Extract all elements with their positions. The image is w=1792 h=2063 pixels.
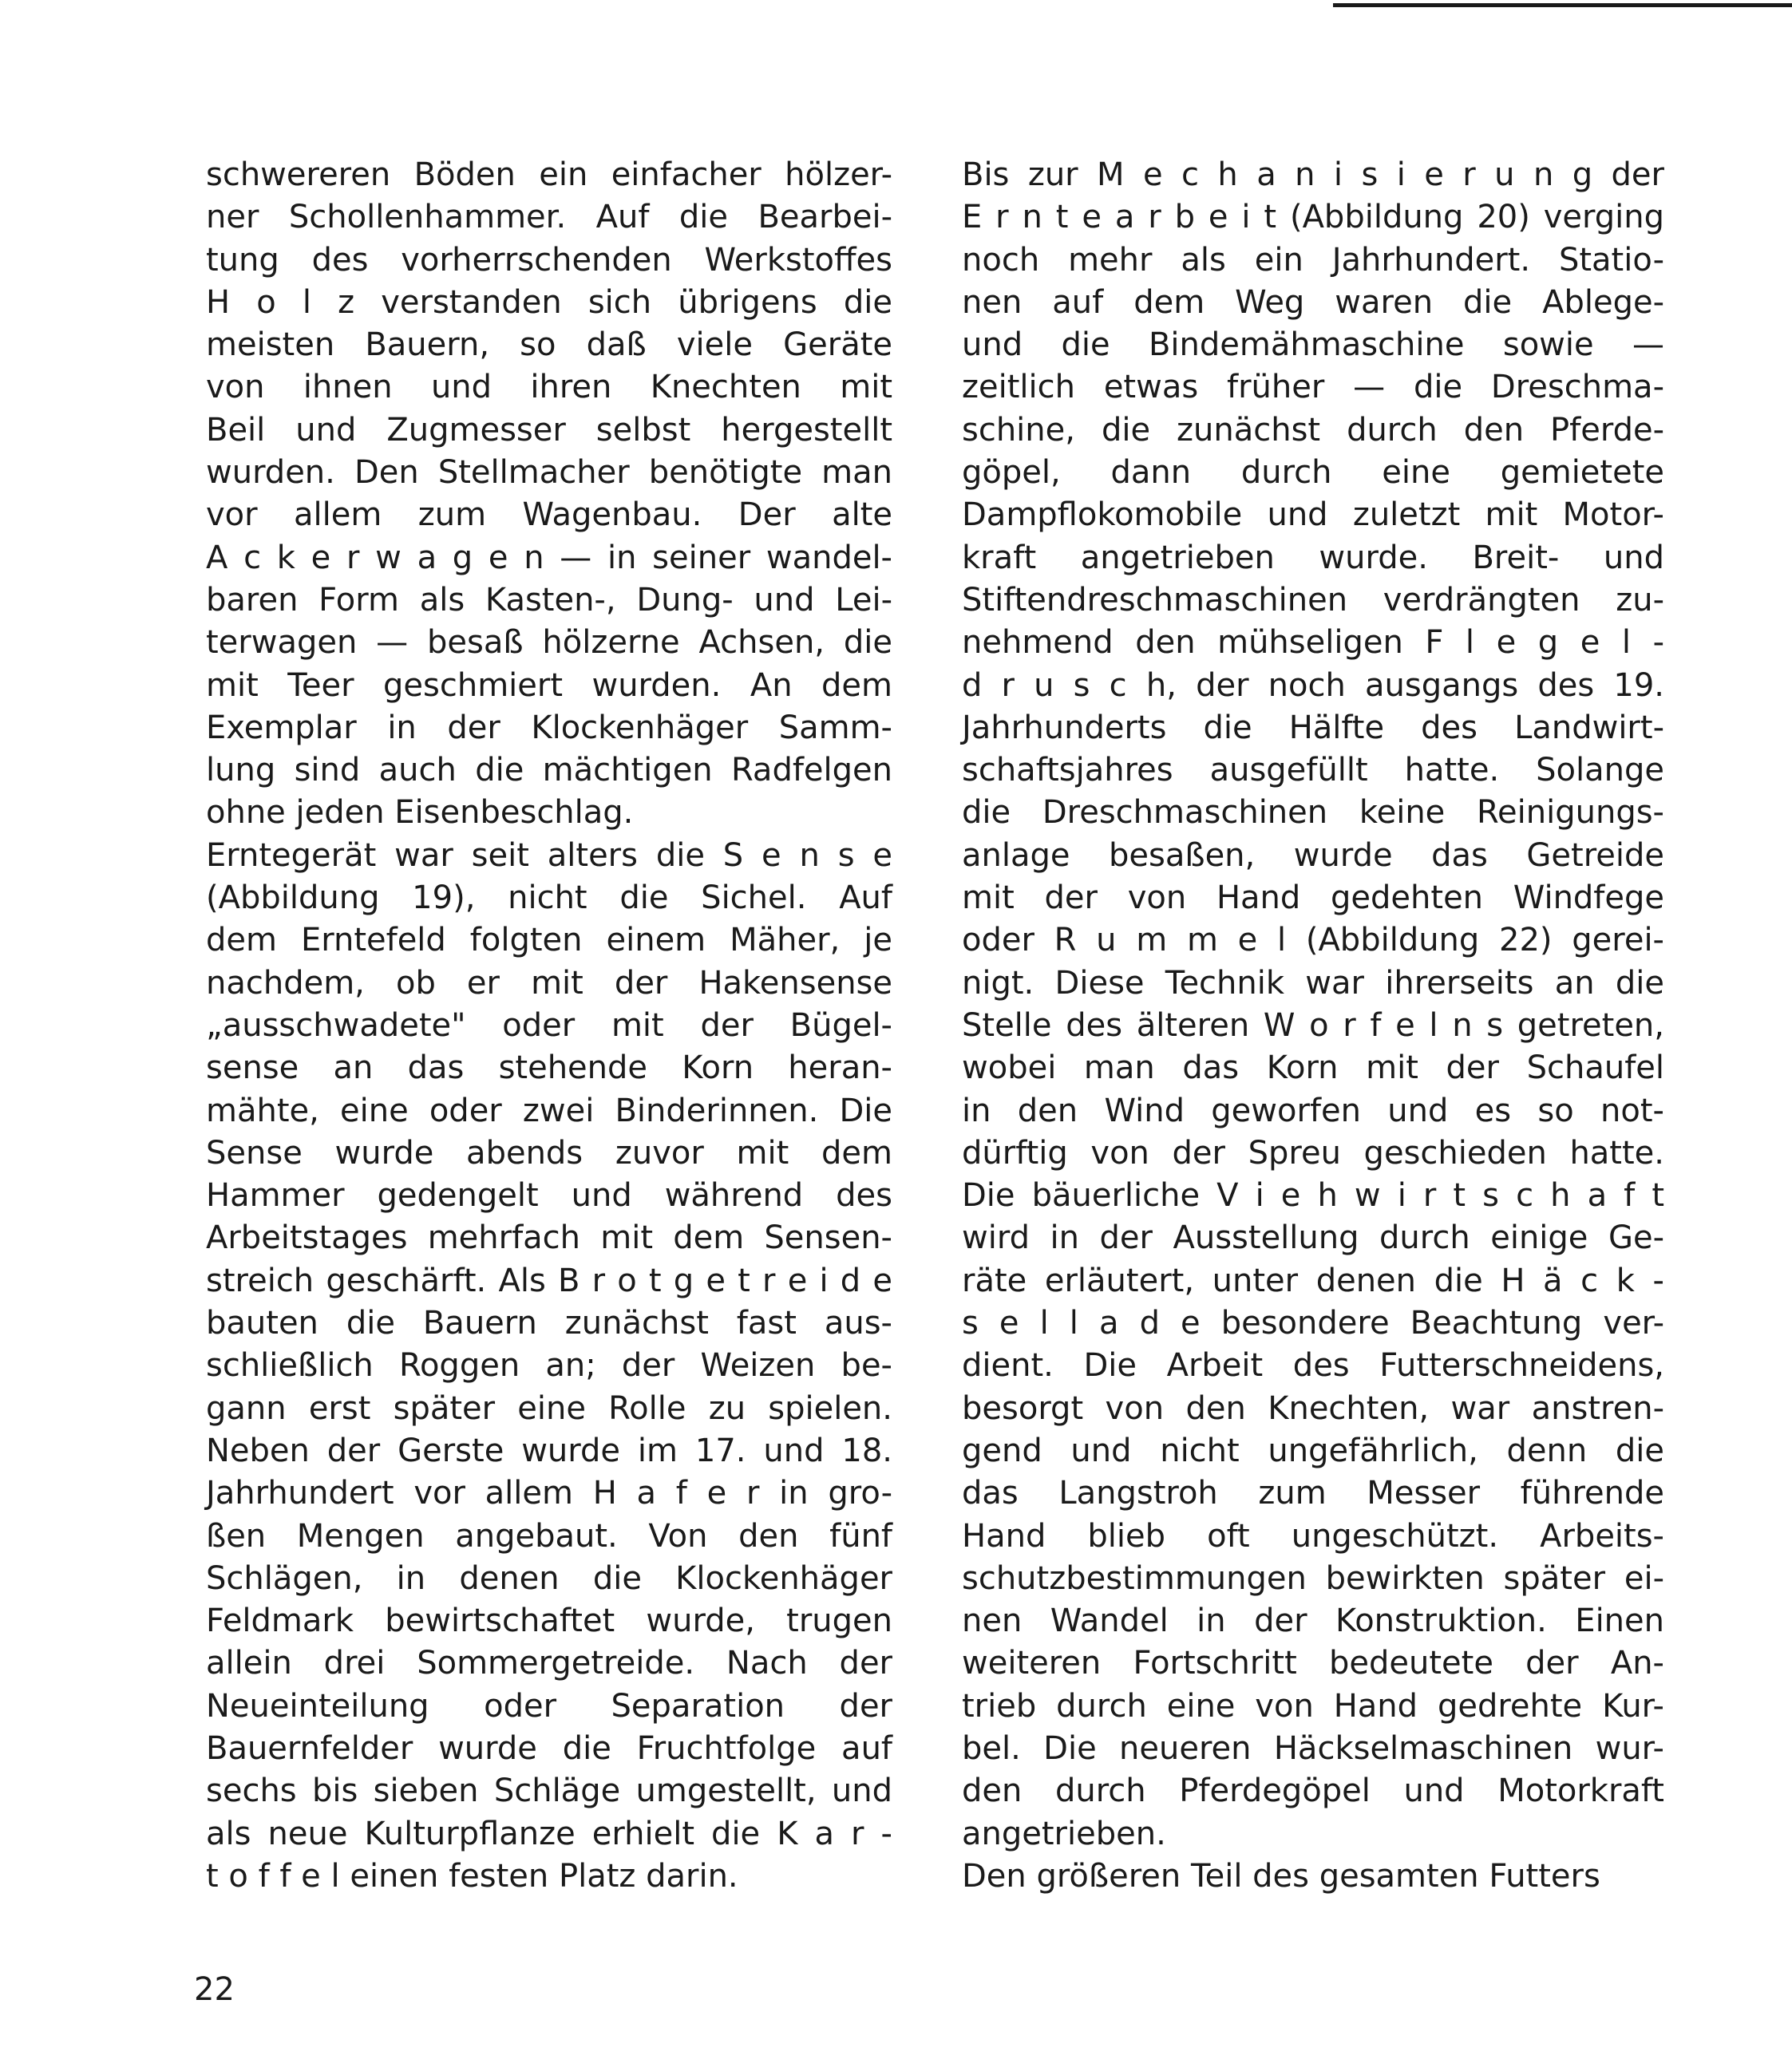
text-line: Neben der Gerste wurde im 17. und 18. bbox=[206, 1432, 892, 1469]
text-line: sense an das stehende Korn heran- bbox=[206, 1049, 892, 1087]
text-line: das Langstroh zum Messer führende bbox=[962, 1475, 1664, 1512]
text-line: Stelle des älteren W o r f e l n s getreten, bbox=[962, 1006, 1664, 1044]
text-line: in den Wind geworfen und es so not- bbox=[962, 1092, 1664, 1129]
text-line: lung sind auch die mächtigen Radfelgen bbox=[206, 752, 892, 789]
text-line: bauten die Bauern zunächst fast aus- bbox=[206, 1305, 892, 1342]
text-line: Sense wurde abends zuvor mit dem bbox=[206, 1134, 892, 1172]
page-number: 22 bbox=[194, 1971, 235, 2008]
text-line: baren Form als Kasten-, Dung- und Lei- bbox=[206, 581, 892, 619]
text-line: meisten Bauern, so daß viele Geräte bbox=[206, 326, 892, 364]
text-line: ßen Mengen angebaut. Von den fünf bbox=[206, 1517, 892, 1555]
text-line: nachdem, ob er mit der Hakensense bbox=[206, 964, 892, 1002]
text-line: und die Bindemähmaschine sowie — bbox=[962, 326, 1664, 364]
text-line: nehmend den mühseligen F l e g e l - bbox=[962, 624, 1664, 662]
text-line: schwereren Böden ein einfacher hölzer- bbox=[206, 156, 892, 193]
text-line: Hammer gedengelt und während des bbox=[206, 1177, 892, 1215]
text-line: mit Teer geschmiert wurden. An dem bbox=[206, 666, 892, 704]
text-line: schine, die zunächst durch den Pferde- bbox=[962, 411, 1664, 449]
text-line: Bauernfelder wurde die Fruchtfolge auf bbox=[206, 1729, 892, 1767]
text-line: s e l l a d e besondere Beachtung ver- bbox=[962, 1305, 1664, 1342]
text-line: Bis zur M e c h a n i s i e r u n g der bbox=[962, 156, 1664, 193]
text-line: gann erst später eine Rolle zu spielen. bbox=[206, 1389, 892, 1427]
text-line: A c k e r w a g e n — in seiner wandel- bbox=[206, 539, 892, 576]
text-line: Exemplar in der Klockenhäger Samm- bbox=[206, 709, 892, 746]
text-line: sechs bis sieben Schläge umgestellt, und bbox=[206, 1773, 892, 1810]
text-line: t o f f e l einen festen Platz darin. bbox=[206, 1857, 738, 1895]
text-line: schaftsjahres ausgefüllt hatte. Solange bbox=[962, 752, 1664, 789]
text-line: den durch Pferdegöpel und Motorkraft bbox=[962, 1773, 1664, 1810]
text-line: göpel, dann durch eine gemietete bbox=[962, 454, 1664, 492]
text-line: E r n t e a r b e i t (Abbildung 20) verging bbox=[962, 199, 1664, 236]
text-line: wurden. Den Stellmacher benötigte man bbox=[206, 454, 892, 492]
text-line: noch mehr als ein Jahrhundert. Statio- bbox=[962, 241, 1664, 279]
text-line: Die bäuerliche V i e h w i r t s c h a f t bbox=[962, 1177, 1664, 1215]
text-line: mähte, eine oder zwei Binderinnen. Die bbox=[206, 1092, 892, 1129]
top-rule bbox=[1333, 3, 1792, 7]
text-line: wird in der Ausstellung durch einige Ge- bbox=[962, 1219, 1664, 1257]
text-line: wobei man das Korn mit der Schaufel bbox=[962, 1049, 1664, 1087]
text-line: dem Erntefeld folgten einem Mäher, je bbox=[206, 922, 892, 959]
text-line: die Dreschmaschinen keine Reinigungs- bbox=[962, 794, 1664, 832]
text-line: terwagen — besaß hölzerne Achsen, die bbox=[206, 624, 892, 662]
text-line: schließlich Roggen an; der Weizen be- bbox=[206, 1347, 892, 1385]
text-line: schutzbestimmungen bewirkten später ei- bbox=[962, 1559, 1664, 1597]
text-line: besorgt von den Knechten, war anstren- bbox=[962, 1389, 1664, 1427]
text-line: nigt. Diese Technik war ihrerseits an die bbox=[962, 964, 1664, 1002]
right-text-column bbox=[962, 154, 1664, 1898]
text-line: anlage besaßen, wurde das Getreide bbox=[962, 836, 1664, 874]
text-line: dürftig von der Spreu geschieden hatte. bbox=[962, 1134, 1664, 1172]
text-line: „ausschwadete" oder mit der Bügel- bbox=[206, 1006, 892, 1044]
text-line: nen auf dem Weg waren die Ablege- bbox=[962, 283, 1664, 321]
text-line: Feldmark bewirtschaftet wurde, trugen bbox=[206, 1603, 892, 1640]
text-line: Jahrhundert vor allem H a f e r in gro- bbox=[206, 1475, 892, 1512]
text-line: dient. Die Arbeit des Futterschneidens, bbox=[962, 1347, 1664, 1385]
text-line: nen Wandel in der Konstruktion. Einen bbox=[962, 1603, 1664, 1640]
text-line: Arbeitstages mehrfach mit dem Sensen- bbox=[206, 1219, 892, 1257]
text-line: oder R u m m e l (Abbildung 22) gerei- bbox=[962, 922, 1664, 959]
text-line: kraft angetrieben wurde. Breit- und bbox=[962, 539, 1664, 576]
text-line: mit der von Hand gedehten Windfege bbox=[962, 879, 1664, 917]
text-line: Stiftendreschmaschinen verdrängten zu- bbox=[962, 581, 1664, 619]
text-line: bel. Die neueren Häckselmaschinen wur- bbox=[962, 1729, 1664, 1767]
text-line: trieb durch eine von Hand gedrehte Kur- bbox=[962, 1687, 1664, 1725]
text-line: d r u s c h, der noch ausgangs des 19. bbox=[962, 666, 1664, 704]
text-line: allein drei Sommergetreide. Nach der bbox=[206, 1645, 892, 1682]
text-line: Beil und Zugmesser selbst hergestellt bbox=[206, 411, 892, 449]
left-text-column bbox=[206, 154, 892, 1898]
text-line: Erntegerät war seit alters die S e n s e bbox=[206, 836, 892, 874]
text-line: Jahrhunderts die Hälfte des Landwirt- bbox=[962, 709, 1664, 746]
text-line: H o l z verstanden sich übrigens die bbox=[206, 283, 892, 321]
text-line: zeitlich etwas früher — die Dreschma- bbox=[962, 369, 1664, 406]
text-line: ner Schollenhammer. Auf die Bearbei- bbox=[206, 199, 892, 236]
text-line: ohne jeden Eisenbeschlag. bbox=[206, 794, 634, 832]
text-line: räte erläutert, unter denen die H ä c k - bbox=[962, 1262, 1664, 1299]
text-line: gend und nicht ungefährlich, denn die bbox=[962, 1432, 1664, 1469]
text-line: Schlägen, in denen die Klockenhäger bbox=[206, 1559, 892, 1597]
text-line: als neue Kulturpflanze erhielt die K a r - bbox=[206, 1815, 892, 1852]
text-line: von ihnen und ihren Knechten mit bbox=[206, 369, 892, 406]
text-line: vor allem zum Wagenbau. Der alte bbox=[206, 496, 892, 534]
text-line: Dampflokomobile und zuletzt mit Motor- bbox=[962, 496, 1664, 534]
text-line: angetrieben. bbox=[962, 1815, 1166, 1852]
text-line: tung des vorherrschenden Werkstoffes bbox=[206, 241, 892, 279]
text-line: Den größeren Teil des gesamten Futters bbox=[962, 1857, 1600, 1895]
text-line: (Abbildung 19), nicht die Sichel. Auf bbox=[206, 879, 892, 917]
text-line: weiteren Fortschritt bedeutete der An- bbox=[962, 1645, 1664, 1682]
text-line: Hand blieb oft ungeschützt. Arbeits- bbox=[962, 1517, 1664, 1555]
text-line: streich geschärft. Als B r o t g e t r e i d e bbox=[206, 1262, 892, 1299]
text-line: Neueinteilung oder Separation der bbox=[206, 1687, 892, 1725]
